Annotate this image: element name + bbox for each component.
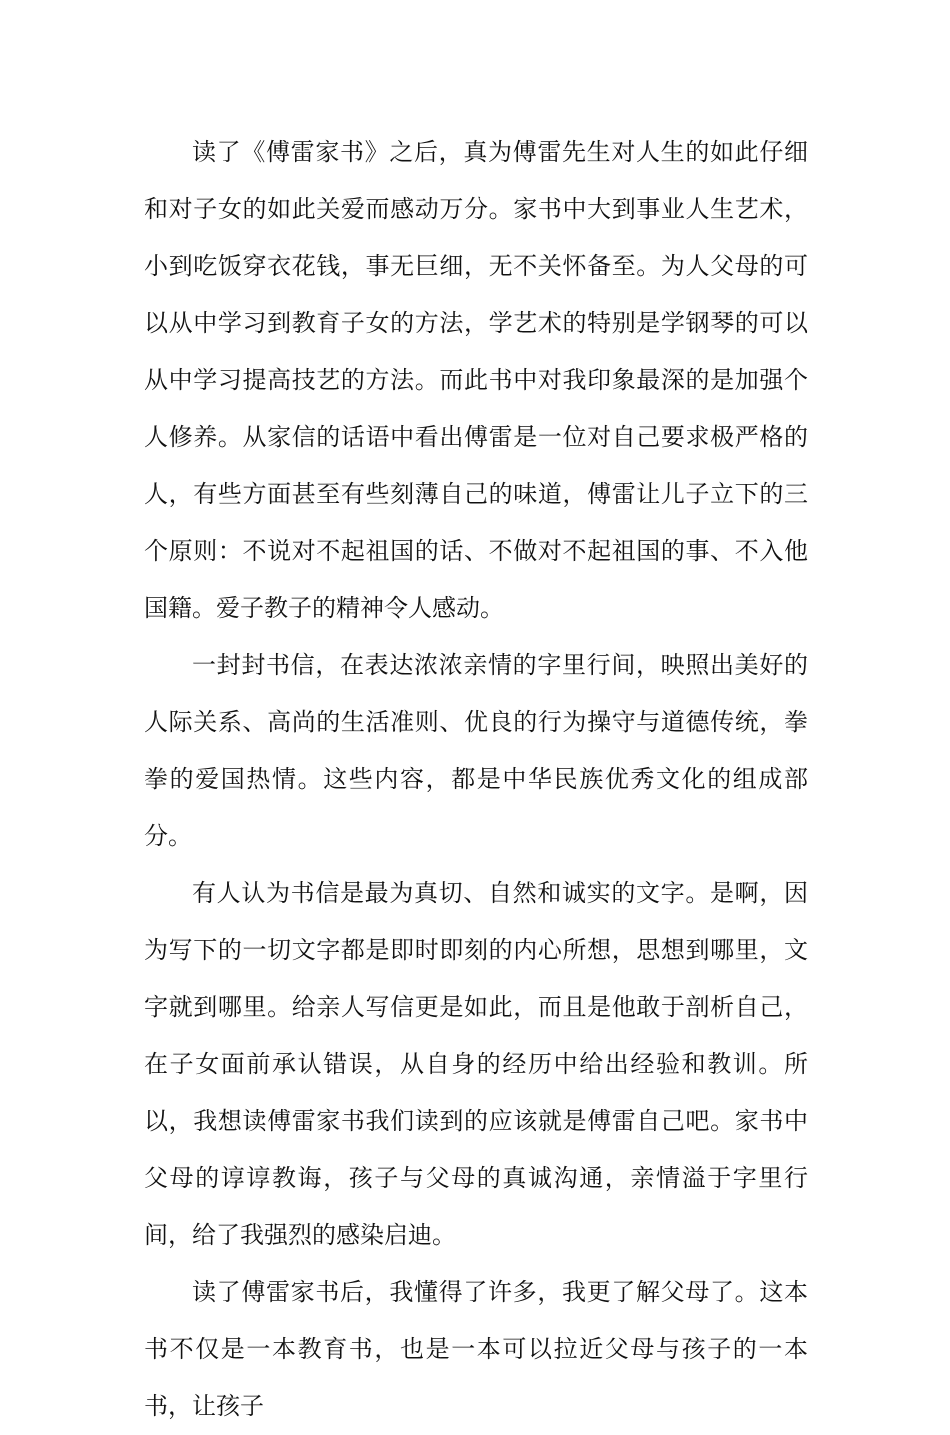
paragraph-3: 有人认为书信是最为真切、自然和诚实的文字。是啊，因为写下的一切文字都是即时即刻的内心所想，思想到哪里，文字就到哪里。给亲人写信更是如此，而且是他敢于剖析自己，在子女面前承认错误，从自身的经历中给出经验和教训。所以，我想读傅雷家书我们读到的应该就是傅雷自己吧。家书中父母的谆谆教诲，孩子与父母的真诚沟通，亲情溢于字里行间，给了我强烈的感染启迪。 — [144, 879, 808, 1249]
document-body — [144, 124, 808, 1435]
paragraph-1: 读了《傅雷家书》之后，真为傅雷先生对人生的如此仔细和对子女的如此关爱而感动万分。家书中大到事业人生艺术，小到吃饭穿衣花钱，事无巨细，无不关怀备至。为人父母的可以从中学习到教育子女的方法，学艺术的特别是学钢琴的可以从中学习提高技艺的方法。而此书中对我印象最深的是加强个人修养。从家信的话语中看出傅雷是一位对自己要求极严格的人，有些方面甚至有些刻薄自己的味道，傅雷让儿子立下的三个原则：不说对不起祖国的话、不做对不起祖国的事、不入他国籍。爱子教子的精神令人感动。 — [144, 138, 808, 622]
paragraph-2: 一封封书信，在表达浓浓亲情的字里行间，映照出美好的人际关系、高尚的生活准则、优良的行为操守与道德传统，拳拳的爱国热情。这些内容，都是中华民族优秀文化的组成部分。 — [144, 651, 808, 850]
paragraph-4: 读了傅雷家书后，我懂得了许多，我更了解父母了。这本书不仅是一本教育书，也是一本可以拉近父母与孩子的一本书，让孩子 — [144, 1278, 808, 1420]
